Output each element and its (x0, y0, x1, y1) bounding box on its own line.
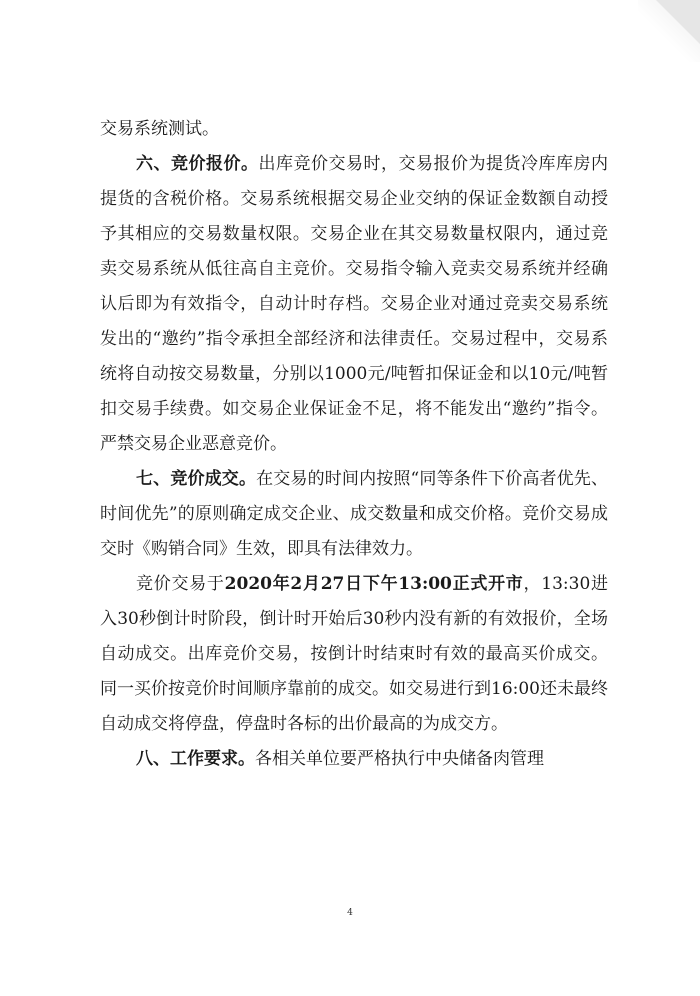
paragraph-text: ，13:30进入30秒倒计时阶段，倒计时开始后30秒内没有新的有效报价，全场自动成交。出库竞价交易，按倒计时结束时有效的最高买价成交。同一买价按竞价时间顺序靠前的成交。如交易进行到16:00还未最终自动成交将停盘，停盘时各标的出价最高的为成交方。 (100, 574, 608, 734)
page-number: 4 (347, 908, 353, 918)
paragraph-lead: 竞价交易于 (136, 574, 225, 594)
paragraph-bidding-deal (100, 462, 608, 567)
paragraph-schedule (100, 567, 608, 742)
paragraph-bidding-quote (100, 147, 608, 462)
paragraph-text: 各相关单位要严格执行中央储备肉管理 (255, 749, 544, 769)
paragraph-continuation (100, 112, 608, 147)
page-curl (656, 0, 700, 44)
paragraph-text: 在交易的时间内按照“同等条件下价高者优先、时间优先”的原则确定成交企业、成交数量和成交价格。竞价交易成交时《购销合同》生效，即具有法律效力。 (100, 469, 608, 559)
paragraph-text: 出库竞价交易时，交易报价为提货冷库库房内提货的含税价格。交易系统根据交易企业交纳的保证金数额自动授予其相应的交易数量权限。交易企业在其交易数量权限内，通过竞卖交易系统从低往高自主竞价。交易指令输入竞卖交易系统并经确认后即为有效指令，自动计时存档。交易企业对通过竞卖交易系统发出的“邀约”指令承担全部经济和法律责任。交易过程中，交易系统将自动按交易数量，分别以1000元/吨暂扣保证金和以10元/吨暂扣交易手续费。如交易企业保证金不足，将不能发出“邀约”指令。严禁交易企业恶意竞价。 (100, 154, 608, 454)
section-heading-six: 六、竞价报价。 (136, 154, 259, 174)
opening-time: 2020年2月27日下午13:00正式开市 (224, 574, 524, 594)
document-body (100, 112, 608, 777)
paragraph-text: 交易系统测试。 (100, 119, 219, 139)
section-heading-seven: 七、竞价成交。 (136, 469, 257, 489)
paragraph-work-requirements (100, 742, 608, 777)
section-heading-eight: 八、工作要求。 (136, 749, 255, 769)
